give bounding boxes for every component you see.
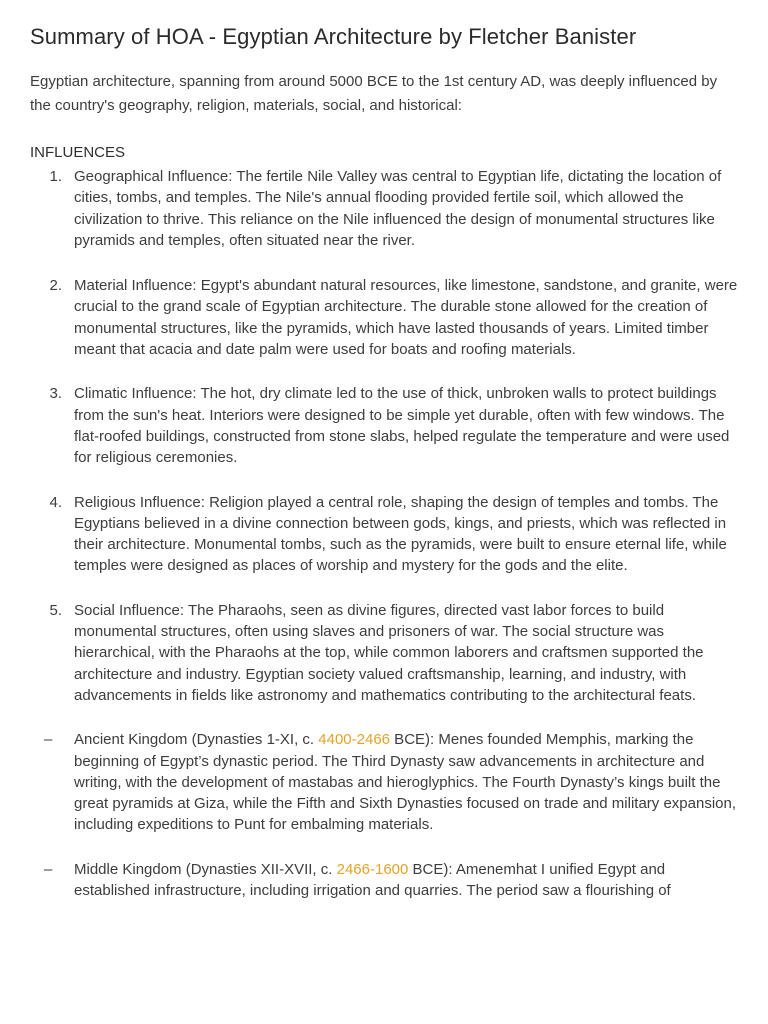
periods-list: [30, 729, 738, 901]
list-item: [30, 383, 738, 468]
list-item: [30, 729, 738, 835]
list-item-text: Geographical Influence: The fertile Nile Valley was central to Egyptian life, dictating the location of cities, tombs, and temples. The Nile's annual flooding provided fertile soil, which allowed the civilization to thrive. This reliance on the Nile influenced the design of monumental structures like pyramids and temples, often situated near the river.: [74, 168, 722, 249]
list-item-text: Religious Influence: Religion played a central role, shaping the design of temples and tombs. The Egyptians believed in a divine connection between gods, kings, and priests, which was reflected in their architecture. Monumental tombs, such as the pyramids, were built to ensure eternal life, while temples were designed as places of worship and mystery for the gods and the elite.: [74, 493, 727, 575]
intro-paragraph: Egyptian architecture, spanning from around 5000 BCE to the 1st century AD, was deeply influenced by the country's geography, religion, materials, social, and historical:: [30, 73, 718, 114]
date-range-highlight: 2466-1600: [336, 860, 409, 878]
list-item: [30, 859, 738, 902]
list-number: 1.: [49, 168, 62, 185]
date-range-highlight: 4400-2466: [318, 731, 391, 749]
list-item-text: Social Influence: The Pharaohs, seen as divine figures, directed vast labor forces to build monumental structures, often using slaves and prisoners of war. The social structure was hierarchical, with the Pharaohs at the top, while common laborers and craftsmen supported the architecture and industry. Egyptian society valued craftsmanship, learning, and industry, with advancements in fields like astronomy and mathematics contributing to the architectural feats.: [74, 601, 704, 704]
list-item: [30, 275, 738, 360]
list-number: 3.: [49, 385, 62, 403]
influences-list: [30, 166, 738, 706]
list-number: 2.: [49, 277, 62, 295]
list-item-text: Material Influence: Egypt's abundant natural resources, like limestone, sandstone, and granite, were crucial to the grand scale of Egyptian architecture. The durable stone allowed for the creation of monumental structures, like the pyramids, which have lasted thousands of years. Limited timber meant that acacia and date palm were used for boats and roofing materials.: [74, 277, 738, 359]
document-title: Summary of HOA - Egyptian Architecture by Fletcher Banister: [30, 24, 637, 49]
list-number: 4.: [49, 493, 62, 511]
list-item-text: Climatic Influence: The hot, dry climate led to the use of thick, unbroken walls to protect buildings from the sun's heat. Interiors were designed to be simple yet durable, often with few windows. The flat-roofed buildings, constructed from stone slabs, helped regulate the temperature and were used for religious ceremonies.: [74, 385, 730, 467]
dash-bullet: –: [44, 860, 53, 878]
section-heading: INFLUENCES: [30, 144, 126, 161]
list-item: [30, 600, 738, 706]
list-item: [30, 492, 738, 577]
list-item-text: Ancient Kingdom (Dynasties 1-XI, c. 4400-2466 BCE): Menes founded Memphis, marking the beginning of Egypt’s dynastic period. The Third Dynasty saw advancements in architecture and writing, with the development of mastabas and hieroglyphics. The Fourth Dynasty’s kings built the great pyramids at Giza, while the Fifth and Sixth Dynasties focused on trade and military expansion, including expeditions to Punt for embalming materials.: [74, 731, 736, 834]
list-number: 5.: [49, 601, 62, 619]
list-item: [30, 166, 738, 251]
dash-bullet: –: [44, 731, 53, 749]
list-item-text: Middle Kingdom (Dynasties XII-XVII, c. 2466-1600 BCE): Amenemhat I unified Egypt and established infrastructure, including irrigation and quarries. The period saw a flourishing of: [74, 860, 671, 900]
